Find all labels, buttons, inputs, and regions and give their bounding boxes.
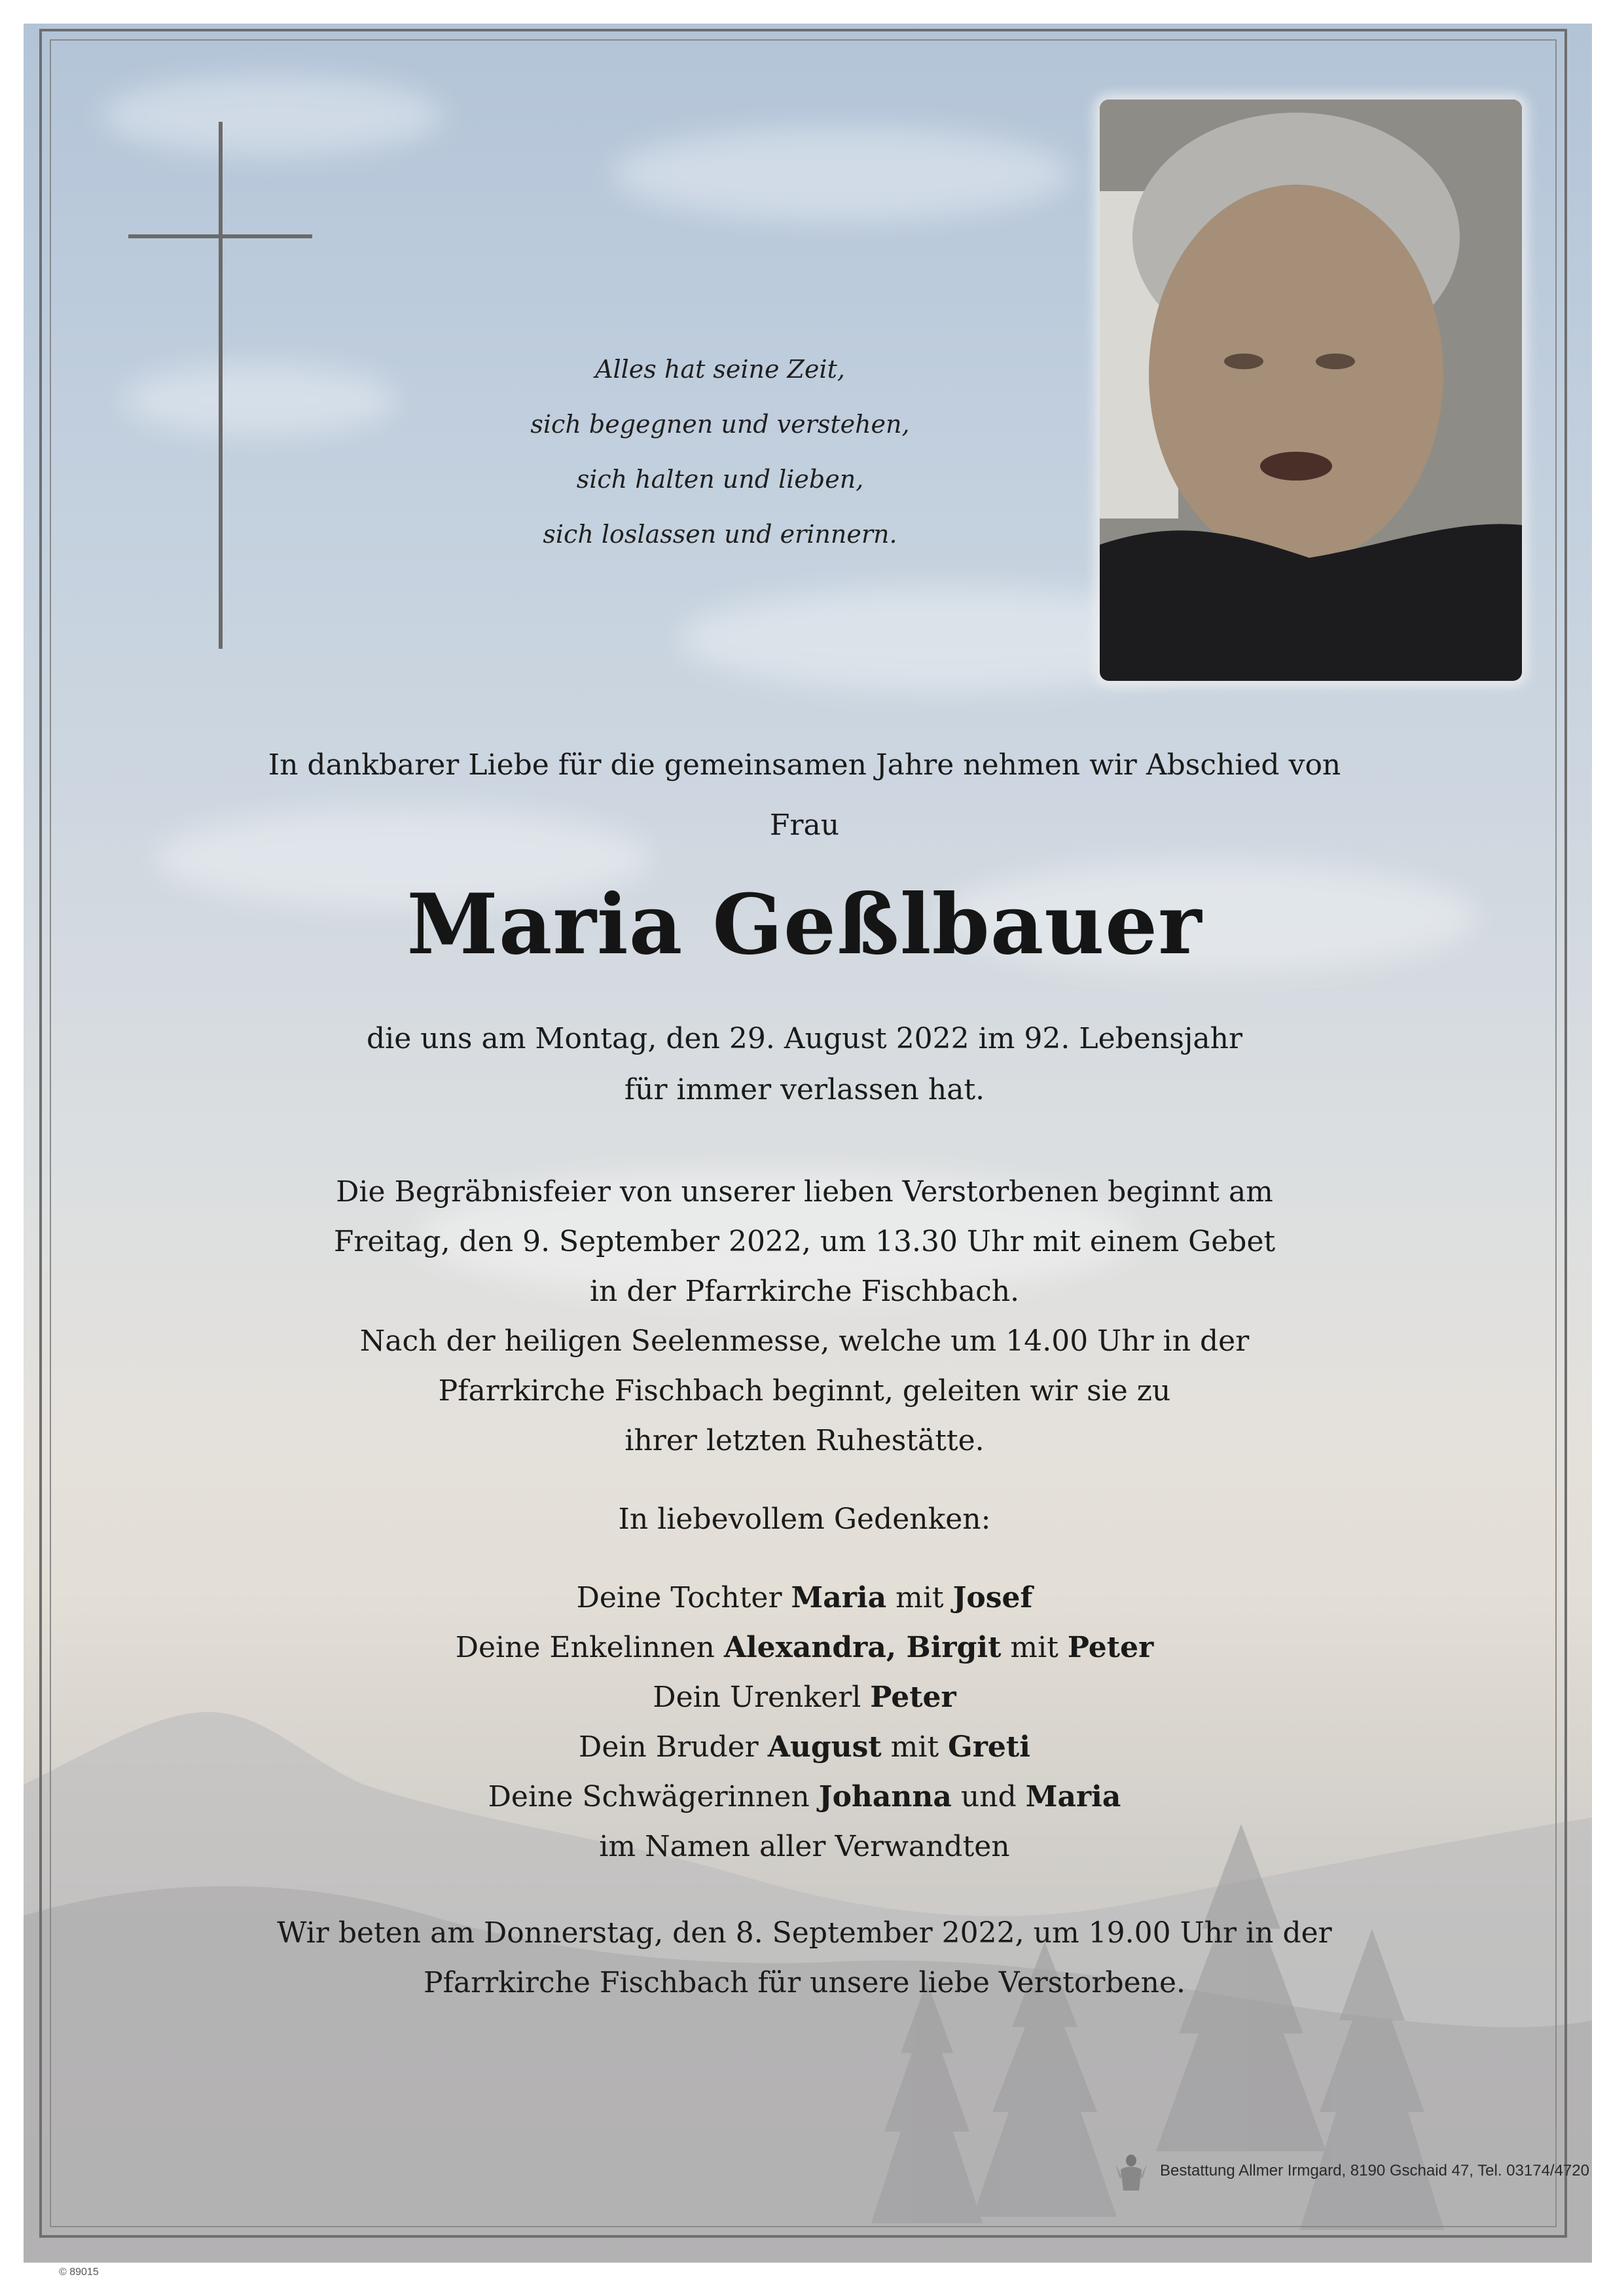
- intro-text: In dankbarer Liebe für die gemeinsamen Jahre nehmen wir Abschied von: [268, 748, 1341, 782]
- mourner-line: Deine Enkelinnen Alexandra, Birgit mit Peter: [455, 1631, 1154, 1664]
- poem-line: Alles hat seine Zeit,: [595, 355, 845, 384]
- mourner-line: Dein Urenkerl Peter: [653, 1681, 956, 1714]
- deceased-name: Maria Geßlbauer: [407, 876, 1202, 973]
- memory-heading: In liebevollem Gedenken:: [618, 1503, 991, 1536]
- salutation: Frau: [769, 809, 840, 842]
- poem-line: sich begegnen und verstehen,: [530, 410, 910, 439]
- death-line: für immer verlassen hat.: [624, 1073, 985, 1106]
- funeral-line: Pfarrkirche Fischbach beginnt, geleiten wir sie zu: [438, 1374, 1171, 1408]
- funeral-line: Die Begräbnisfeier von unserer lieben Verstorbenen beginnt am: [336, 1175, 1273, 1209]
- death-line: die uns am Montag, den 29. August 2022 im 92. Lebensjahr: [366, 1022, 1243, 1055]
- mourner-line: Dein Bruder August mit Greti: [579, 1730, 1030, 1764]
- poem: [458, 342, 982, 562]
- prayer-line: Wir beten am Donnerstag, den 8. September 2022, um 19.00 Uhr in der: [277, 1916, 1332, 1950]
- poem-line: sich halten und lieben,: [576, 465, 864, 494]
- funeral-line: ihrer letzten Ruhestätte.: [624, 1424, 985, 1457]
- copyright: © 89015: [59, 2267, 99, 2278]
- mourner-line: Deine Tochter Maria mit Josef: [576, 1581, 1033, 1614]
- footer-undertaker: Bestattung Allmer Irmgard, 8190 Gschaid 47, Tel. 03174/4720: [1160, 2162, 1589, 2179]
- funeral-line: in der Pfarrkirche Fischbach.: [589, 1275, 1020, 1308]
- angel-logo-icon: [1113, 2151, 1149, 2197]
- portrait-photo: [1100, 100, 1522, 681]
- funeral-line: Freitag, den 9. September 2022, um 13.30 Uhr mit einem Gebet: [333, 1225, 1276, 1258]
- mourners-closing: im Namen aller Verwandten: [599, 1830, 1010, 1863]
- mourner-line: Deine Schwägerinnen Johanna und Maria: [488, 1780, 1121, 1813]
- poem-line: sich loslassen und erinnern.: [543, 520, 897, 549]
- funeral-line: Nach der heiligen Seelenmesse, welche um 14.00 Uhr in der: [359, 1324, 1250, 1358]
- prayer-line: Pfarrkirche Fischbach für unsere liebe Verstorbene.: [423, 1966, 1186, 1999]
